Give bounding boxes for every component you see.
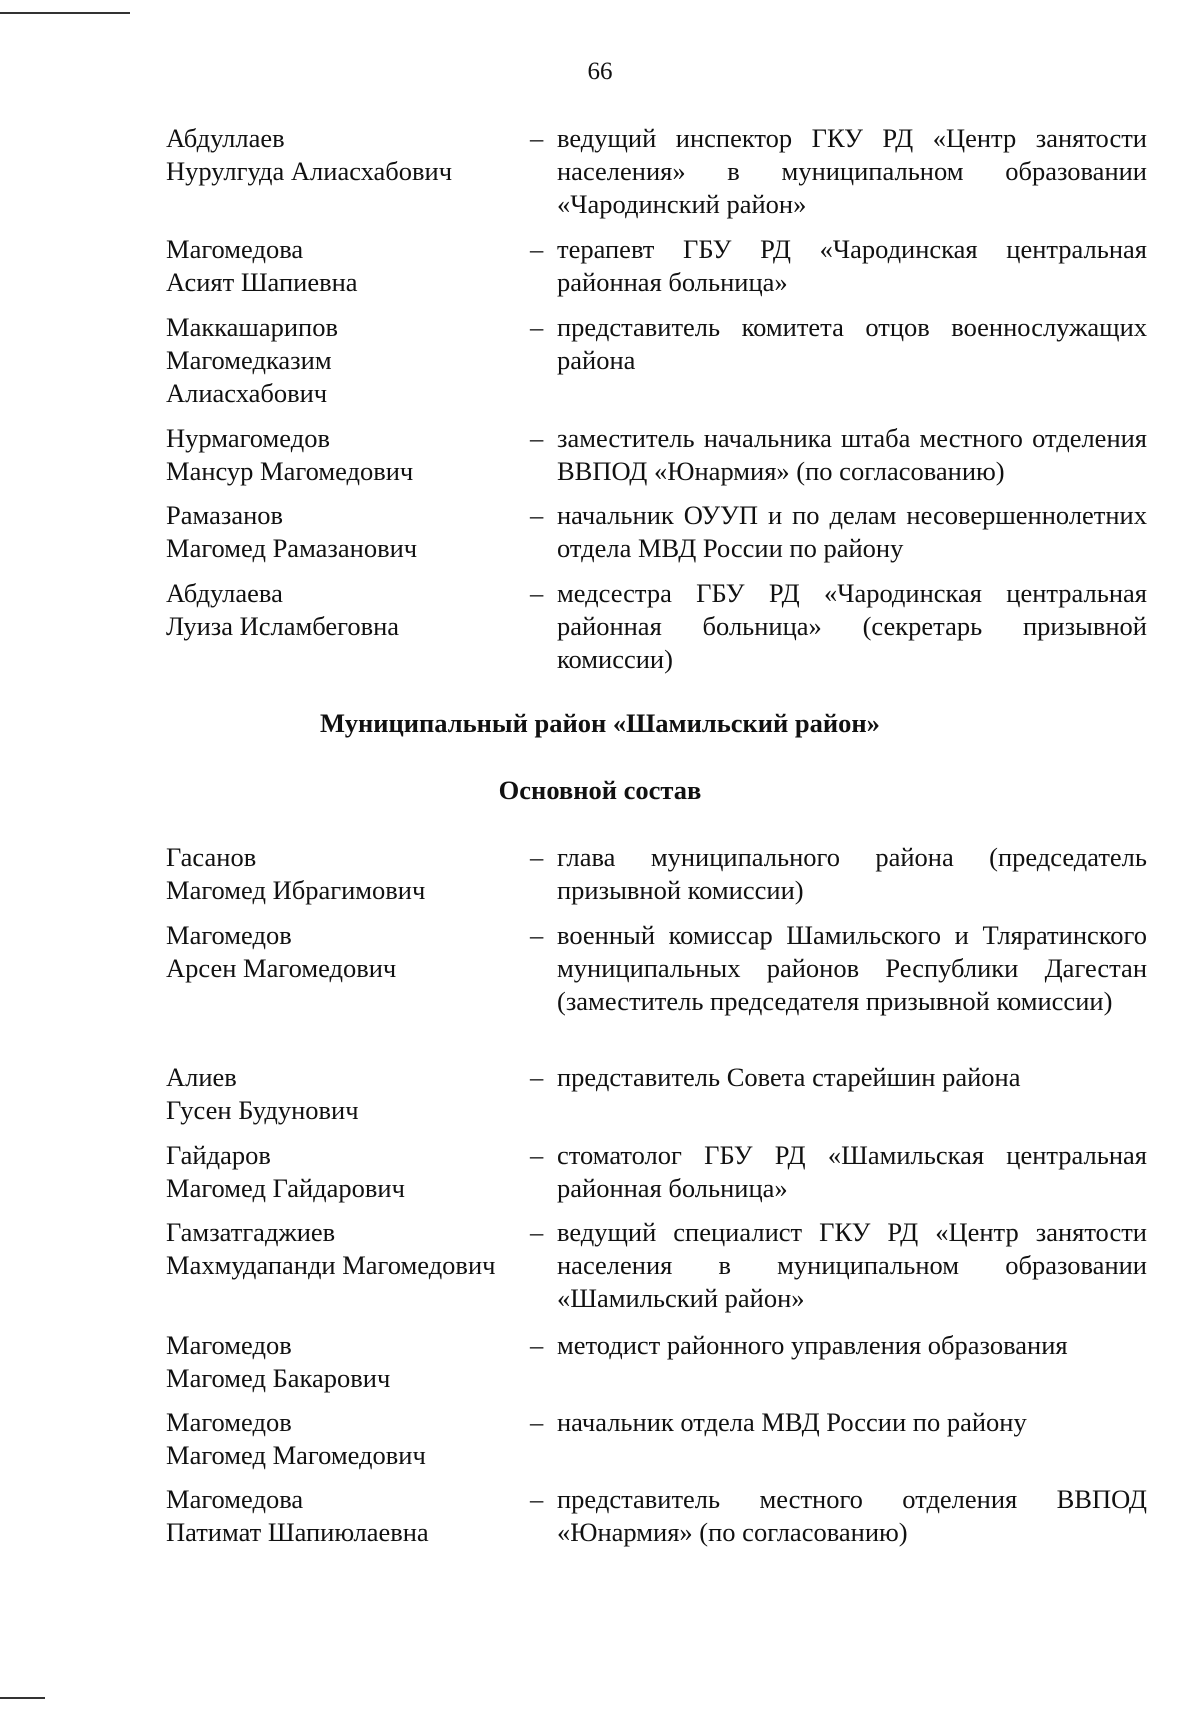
member-surname: Магомедов (166, 920, 292, 950)
member-patronymic: Алиасхабович (166, 378, 328, 408)
member-name (166, 499, 536, 565)
member-position: методист районного управления образования (557, 1330, 1068, 1360)
member-given-name: Магомед Магомедович (166, 1440, 426, 1470)
member-name (166, 1061, 536, 1127)
dash-separator: – (530, 234, 544, 264)
member-position: медсестра ГБУ РД «Чародинская центральная районная больница» (секретарь призывной комиссии) (557, 578, 1147, 674)
member-name (166, 1216, 536, 1282)
member-given-name: Магомед Гайдарович (166, 1173, 405, 1203)
member-name (166, 311, 536, 410)
member-position: глава муниципального района (председатель призывной комиссии) (557, 842, 1147, 905)
dash-separator: – (530, 123, 544, 153)
member-surname: Гайдаров (166, 1140, 271, 1170)
member-name (166, 1139, 536, 1205)
dash-separator: – (530, 842, 544, 872)
dash-separator: – (530, 578, 544, 608)
member-surname: Магомедова (166, 234, 304, 264)
member-surname: Маккашарипов (166, 312, 338, 342)
dash-separator: – (530, 920, 544, 950)
page-number: 66 (587, 58, 613, 85)
member-surname: Абдуллаев (166, 123, 285, 153)
member-name (166, 1483, 536, 1549)
member-given-name: Магомедказим (166, 345, 332, 375)
member-given-name: Мансур Магомедович (166, 456, 414, 486)
member-surname: Алиев (166, 1062, 237, 1092)
member-surname: Магомедов (166, 1330, 292, 1360)
member-surname: Гасанов (166, 842, 257, 872)
member-name (166, 919, 536, 985)
dash-separator: – (530, 1217, 544, 1247)
member-given-name: Луиза Исламбеговна (166, 611, 400, 641)
scan-edge-bottom (0, 1697, 45, 1699)
member-surname: Абдулаева (166, 578, 283, 608)
member-given-name: Магомед Ибрагимович (166, 875, 426, 905)
dash-separator: – (530, 500, 544, 530)
member-name (166, 233, 536, 299)
member-name (166, 122, 536, 188)
member-surname: Магомедова (166, 1484, 304, 1514)
member-name (166, 841, 536, 907)
member-position: стоматолог ГБУ РД «Шамильская центральная районная больница» (557, 1140, 1147, 1203)
member-surname: Гамзатгаджиев (166, 1217, 336, 1247)
composition-title: Основной состав (498, 775, 702, 805)
member-given-name: Нурулгуда Алиасхабович (166, 156, 453, 186)
dash-separator: – (530, 1407, 544, 1437)
member-surname: Магомедов (166, 1407, 292, 1437)
member-surname: Рамазанов (166, 500, 284, 530)
member-position: начальник ОУУП и по делам несовершеннолетних отдела МВД России по району (557, 500, 1147, 563)
dash-separator: – (530, 1140, 544, 1170)
member-given-name: Махмудапанди Магомедович (166, 1250, 496, 1280)
member-name (166, 577, 536, 643)
member-name (166, 422, 536, 488)
member-given-name: Магомед Рамазанович (166, 533, 418, 563)
member-given-name: Магомед Бакарович (166, 1363, 391, 1393)
member-position: ведущий инспектор ГКУ РД «Центр занятости населения» в муниципальном образовании «Чародинский район» (557, 123, 1147, 219)
member-name (166, 1406, 536, 1472)
member-name (166, 1329, 536, 1395)
member-position: начальник отдела МВД России по району (557, 1407, 1027, 1437)
scan-edge-top (0, 12, 130, 14)
member-given-name: Асият Шапиевна (166, 267, 358, 297)
member-surname: Нурмагомедов (166, 423, 330, 453)
member-position: представитель Совета старейшин района (557, 1062, 1021, 1092)
dash-separator: – (530, 312, 544, 342)
member-given-name: Арсен Магомедович (166, 953, 397, 983)
member-position: представитель местного отделения ВВПОД «Юнармия» (по согласованию) (557, 1484, 1147, 1547)
district-title: Муниципальный район «Шамильский район» (320, 708, 880, 738)
dash-separator: – (530, 423, 544, 453)
dash-separator: – (530, 1330, 544, 1360)
member-given-name: Гусен Будунович (166, 1095, 359, 1125)
member-position: ведущий специалист ГКУ РД «Центр занятости населения в муниципальном образовании «Шамильский район» (557, 1217, 1147, 1313)
member-position: заместитель начальника штаба местного отделения ВВПОД «Юнармия» (по согласованию) (557, 423, 1147, 486)
member-position: военный комиссар Шамильского и Тляратинского муниципальных районов Республики Дагестан (заместитель председателя призывной комиссии) (557, 920, 1147, 1016)
dash-separator: – (530, 1062, 544, 1092)
dash-separator: – (530, 1484, 544, 1514)
member-position: терапевт ГБУ РД «Чародинская центральная районная больница» (557, 234, 1147, 297)
member-position: представитель комитета отцов военнослужащих района (557, 312, 1147, 375)
member-given-name: Патимат Шапиюлаевна (166, 1517, 429, 1547)
